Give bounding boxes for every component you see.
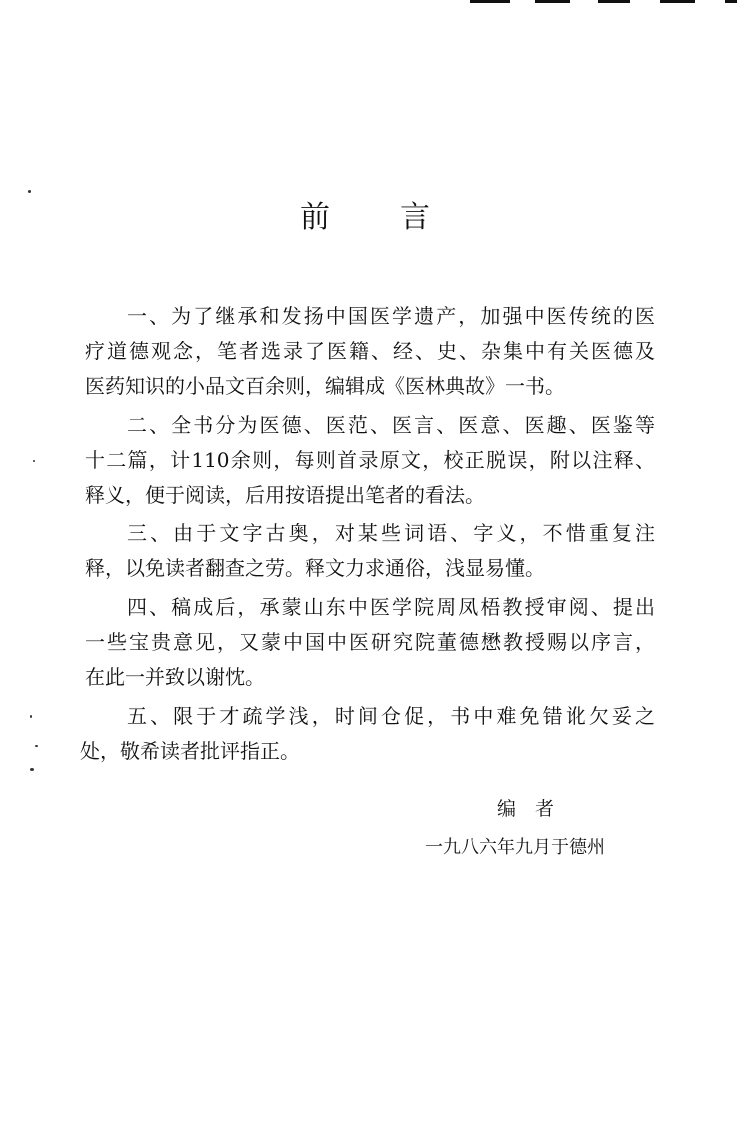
scan-mark	[470, 0, 510, 3]
paragraph-line: 十二篇，计110余则，每则首录原文，校正脱误，附以注释、	[85, 448, 655, 472]
signature-date: 一九八六年九月于德州	[425, 837, 605, 858]
paragraph-line: 释，以免读者翻查之劳。释文力求通俗，浅显易懂。	[85, 556, 545, 580]
paragraph-line: 一、为了继承和发扬中国医学遗产，加强中医传统的医	[127, 304, 655, 328]
scan-mark	[598, 0, 630, 3]
scan-mark	[725, 0, 737, 3]
paragraph-line: 疗道德观念，笔者选录了医籍、经、史、杂集中有关医德及	[85, 339, 655, 363]
title-char: 言	[400, 200, 430, 235]
paragraph-line: 释义，便于阅读，后用按语提出笔者的看法。	[85, 483, 485, 507]
paragraph-line: 一些宝贵意见，又蒙中国中医研究院董德懋教授赐以序言，	[85, 630, 655, 654]
scan-speck	[35, 745, 38, 747]
paragraph-line: 五、限于才疏学浅，时间仓促，书中难免错讹欠妥之	[127, 704, 655, 728]
paragraph-line: 处，敬希读者批评指正。	[80, 739, 300, 763]
paragraph-line: 三、由于文字古奥，对某些词语、字义，不惜重复注	[127, 521, 655, 545]
paragraph-line: 二、全书分为医德、医范、医言、医意、医趣、医鉴等	[127, 413, 655, 437]
scan-speck	[28, 190, 31, 193]
paragraph-line: 医药知识的小品文百余则，编辑成《医林典故》一书。	[85, 374, 565, 398]
scan-mark	[660, 0, 695, 3]
signature-author: 编 者	[497, 798, 555, 820]
page-title	[300, 192, 430, 236]
title-char: 前	[300, 200, 330, 235]
scan-speck	[33, 460, 35, 462]
scan-mark	[535, 0, 570, 3]
scan-speck	[30, 768, 34, 771]
paragraph-line: 四、稿成后，承蒙山东中医学院周凤梧教授审阅、提出	[127, 595, 655, 619]
scan-speck	[30, 715, 32, 718]
paragraph-line: 在此一并致以谢忱。	[85, 665, 265, 689]
